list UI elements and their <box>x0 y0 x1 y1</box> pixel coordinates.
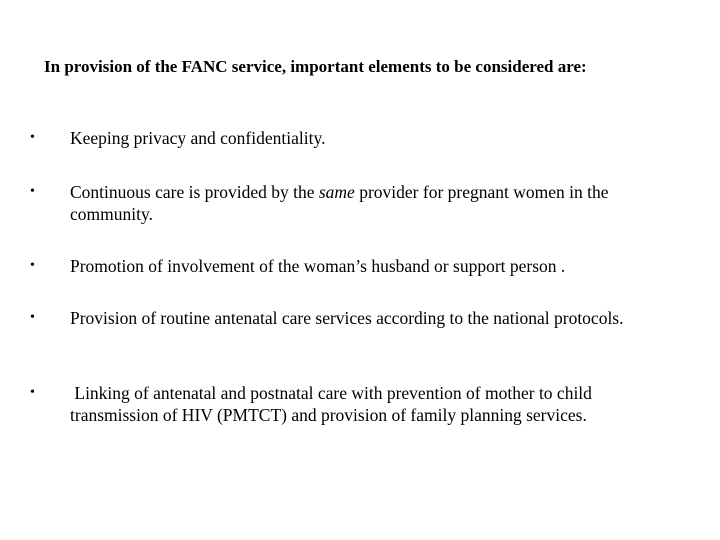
bullet-icon: • <box>30 130 35 145</box>
list-item-emphasis: same <box>318 182 355 202</box>
bullet-icon: • <box>30 310 35 325</box>
list-item <box>30 255 690 277</box>
list-item <box>30 382 690 426</box>
list-item-text: Promotion of involvement of the woman’s husband or support person . <box>70 256 566 276</box>
bullet-icon: • <box>30 258 35 273</box>
list-item <box>30 181 690 225</box>
list-item-text: Provision of routine antenatal care services according to the national protocols. <box>70 308 624 328</box>
list-item-text: Linking of antenatal and postnatal care with prevention of mother to child transmission of HIV (PMTCT) and provision of family planning services. <box>70 383 597 425</box>
list-item-text <box>70 181 690 225</box>
slide-heading: In provision of the FANC service, important elements to be considered are: <box>44 57 587 76</box>
list-item-text-post: provider for pregnant women in the community. <box>70 182 609 224</box>
list-item-text: Keeping privacy and confidentiality. <box>70 128 326 148</box>
bullet-icon: • <box>30 385 35 400</box>
list-item <box>30 127 690 149</box>
list-item-text-pre: Continuous care is provided by the <box>70 182 319 202</box>
list-item <box>30 307 690 329</box>
bullet-icon: • <box>30 184 35 199</box>
